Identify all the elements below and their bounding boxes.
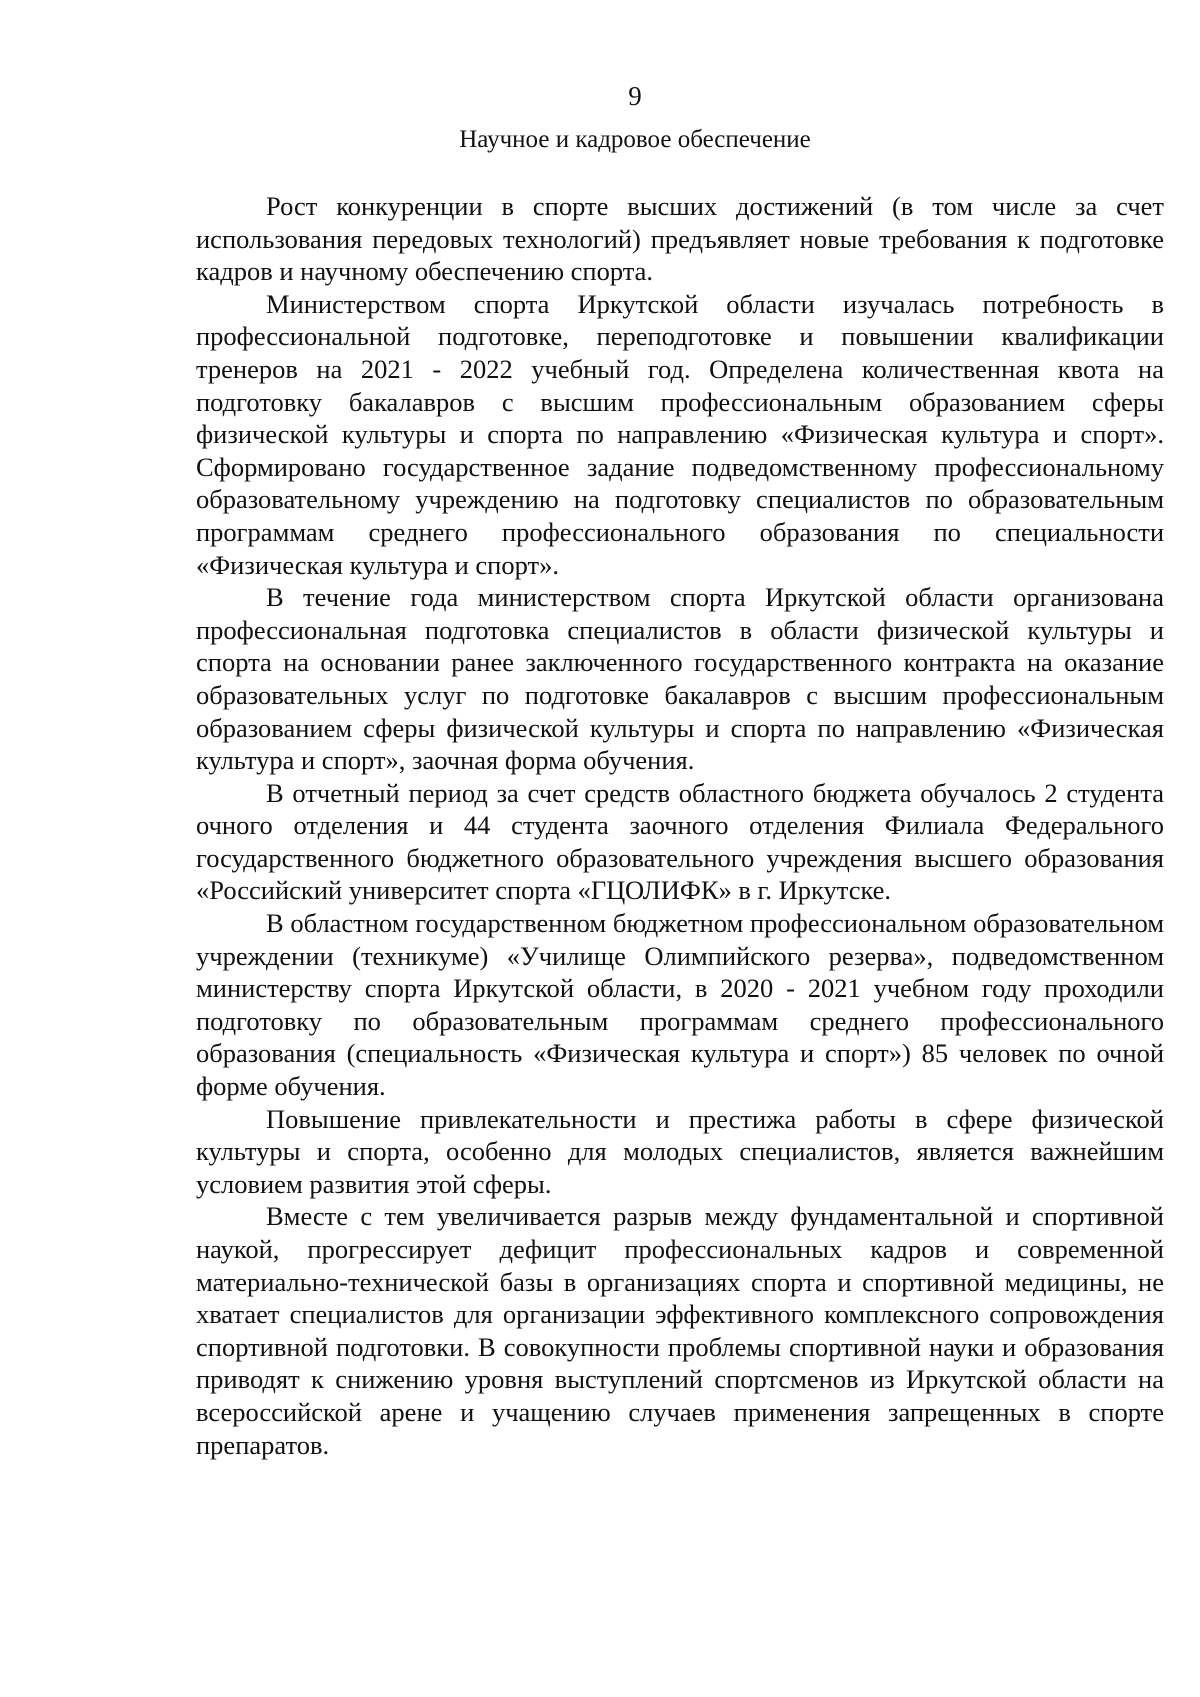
page-number: 9 [628,81,642,111]
paragraph: В отчетный период за счет средств областного бюджета обучалось 2 студента очного отделения и 44 студента заочного отделения Филиала Федерального государственного бюджетного образовательного учреждения высшего образования «Российский университет спорта «ГЦОЛИФК» в г. Иркутске. [196,777,1164,906]
paragraph: В областном государственном бюджетном профессиональном образовательном учреждении (техникуме) «Училище Олимпийского резерва», подведомственном министерству спорта Иркутской области, в 2020 - 2021 учебном году проходили подготовку по образовательным программам среднего профессионального образования (специальность «Физическая культура и спорт») 85 человек по очной форме обучения. [196,908,1164,1102]
body-text [196,190,1164,1461]
paragraph: Вместе с тем увеличивается разрыв между фундаментальной и спортивной наукой, прогрессирует дефицит профессиональных кадров и современной материально-технической базы в организациях спорта и спортивной медицины, не хватает специалистов для организации эффективного комплексного сопровождения спортивной подготовки. В совокупности проблемы спортивной науки и образования приводят к снижению уровня выступлений спортсменов из Иркутской области на всероссийской арене и учащению случаев применения запрещенных в спорте препаратов. [196,1201,1164,1460]
paragraph: Рост конкуренции в спорте высших достижений (в том числе за счет использования передовых технологий) предъявляет новые требования к подготовке кадров и научному обеспечению спорта. [196,191,1164,287]
paragraph: Министерством спорта Иркутской области изучалась потребность в профессиональной подготовке, переподготовке и повышении квалификации тренеров на 2021 - 2022 учебный год. Определена количественная квота на подготовку бакалавров с высшим профессиональным образованием сферы физической культуры и спорта по направлению «Физическая культура и спорт». Сформировано государственное задание подведомственному профессиональному образовательному учреждению на подготовку специалистов по образовательным программам среднего профессионального образования по специальности «Физическая культура и спорт». [196,288,1164,580]
paragraph: В течение года министерством спорта Иркутской области организована профессиональная подготовка специалистов в области физической культуры и спорта на основании ранее заключенного государственного контракта на оказание образовательных услуг по подготовке бакалавров с высшим профессиональным образованием сферы физической культуры и спорта по направлению «Физическая культура и спорт», заочная форма обучения. [196,582,1164,776]
section-title: Научное и кадровое обеспечение [459,126,811,153]
paragraph: Повышение привлекательности и престижа работы в сфере физической культуры и спорта, особенно для молодых специалистов, является важнейшим условием развития этой сферы. [196,1103,1164,1199]
